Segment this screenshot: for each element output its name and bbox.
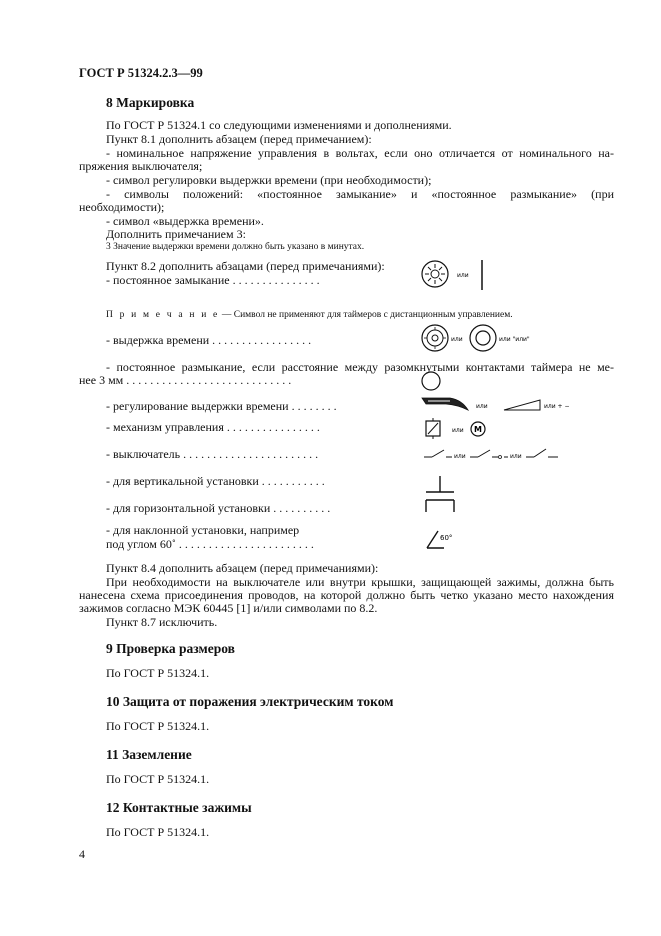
section-10-text: По ГОСТ Р 51324.1. bbox=[106, 719, 210, 733]
section-11-text: По ГОСТ Р 51324.1. bbox=[106, 772, 210, 786]
item-switch: - выключатель . . . . . . . . . . . . . . . . . . . . . . . bbox=[106, 447, 319, 461]
angle-label: 60° bbox=[440, 534, 453, 542]
switch-symbol bbox=[424, 446, 564, 462]
document-header: ГОСТ Р 51324.2.3—99 bbox=[79, 66, 203, 80]
permanent-open-symbol bbox=[420, 370, 442, 392]
bullet-rated-voltage-line1: - номинальное напряжение управления в вольтах, если оно отличается от номинального на- bbox=[106, 146, 614, 160]
ili-label: или bbox=[452, 427, 464, 434]
note-label: П р и м е ч а н и е bbox=[106, 310, 220, 320]
clause-8-2-instruction: Пункт 8.2 дополнить абзацами (перед примечаниями): bbox=[106, 259, 385, 273]
ili-quote-label: или "или" bbox=[499, 336, 530, 343]
item-permanent-open-line2: нее 3 мм . . . . . . . . . . . . . . . . . . . . . . . . . . . . bbox=[79, 373, 292, 387]
ili-label: или bbox=[454, 453, 466, 460]
section-9-heading: 9 Проверка размеров bbox=[106, 641, 235, 656]
bullet-position-symbols-line2: необходимости); bbox=[79, 200, 165, 214]
clause-8-4-text-line1: При необходимости на выключателе или внутри крышки, защищающей зажимы, должна быть bbox=[106, 575, 614, 589]
ili-label: или bbox=[510, 453, 522, 460]
note-remote-control bbox=[106, 310, 513, 320]
clause-8-4-text-line2: нанесена схема присоединения проводов, на которой должно быть четко указано место нахождения bbox=[79, 588, 614, 602]
clause-8-7-instruction: Пункт 8.7 исключить. bbox=[106, 615, 218, 629]
section-12-text: По ГОСТ Р 51324.1. bbox=[106, 825, 210, 839]
item-delay-regulation: - регулирование выдержки времени . . . . . . . . bbox=[106, 399, 337, 413]
clause-8-4-text-line3: зажимов согласно МЭК 60445 [1] и/или символами по 8.2. bbox=[79, 601, 378, 615]
note-3: 3 Значение выдержки времени должно быть указано в минутах. bbox=[106, 242, 365, 252]
ili-label: или bbox=[476, 403, 488, 410]
item-time-delay: - выдержка времени . . . . . . . . . . . . . . . . . bbox=[106, 333, 312, 347]
item-permanent-open-line1: - постоянное размыкание, если расстояние между разомкнутыми контактами таймера не ме- bbox=[106, 360, 614, 374]
vertical-mount-symbol bbox=[424, 474, 460, 496]
permanent-close-symbol bbox=[420, 258, 492, 292]
item-inclined-mount-line2: под углом 60˚ . . . . . . . . . . . . . . . . . . . . . . . bbox=[106, 537, 314, 551]
item-permanent-close: - постоянное замыкание . . . . . . . . . . . . . . . bbox=[106, 273, 320, 287]
ili-regul-label: или + − bbox=[544, 403, 570, 410]
section-8-intro: По ГОСТ Р 51324.1 со следующими изменениями и дополнениями. bbox=[106, 118, 452, 132]
section-9-text: По ГОСТ Р 51324.1. bbox=[106, 666, 210, 680]
time-delay-symbol bbox=[420, 322, 550, 354]
bullet-position-symbols-line1: - символы положений: «постоянное замыкание» и «постоянное размыкание» (при bbox=[106, 187, 614, 201]
section-10-heading: 10 Защита от поражения электрическим током bbox=[106, 694, 394, 709]
bullet-rated-voltage-line2: пряжения выключателя; bbox=[79, 159, 203, 173]
item-vertical-mount: - для вертикальной установки . . . . . . . . . . . bbox=[106, 474, 325, 488]
bullet-time-delay-symbol: - символ «выдержка времени». bbox=[106, 214, 264, 228]
note-add-instruction: Дополнить примечанием 3: bbox=[106, 227, 246, 241]
clause-8-1-instruction: Пункт 8.1 дополнить абзацем (перед примечанием): bbox=[106, 132, 372, 146]
item-horizontal-mount: - для горизонтальной установки . . . . . . . . . . bbox=[106, 501, 331, 515]
item-control-mechanism: - механизм управления . . . . . . . . . . . . . . . . bbox=[106, 420, 320, 434]
control-mechanism-symbol bbox=[424, 418, 494, 440]
svg-text:M: M bbox=[474, 425, 482, 434]
horizontal-mount-symbol bbox=[424, 496, 460, 516]
inclined-mount-symbol bbox=[424, 528, 464, 552]
ili-label: или bbox=[451, 336, 463, 343]
page-number: 4 bbox=[79, 847, 85, 861]
delay-regulation-symbol bbox=[420, 394, 600, 416]
bullet-time-delay-adjust: - символ регулировки выдержки времени (при необходимости); bbox=[106, 173, 432, 187]
section-12-heading: 12 Контактные зажимы bbox=[106, 800, 252, 815]
item-inclined-mount-line1: - для наклонной установки, например bbox=[106, 523, 300, 537]
section-11-heading: 11 Заземление bbox=[106, 747, 192, 762]
section-8-heading: 8 Маркировка bbox=[106, 95, 195, 110]
ili-label: или bbox=[457, 272, 469, 279]
note-text: — Символ не применяют для таймеров с дистанционным управлением. bbox=[219, 310, 513, 320]
clause-8-4-instruction: Пункт 8.4 дополнить абзацем (перед примечаниями): bbox=[106, 561, 379, 575]
